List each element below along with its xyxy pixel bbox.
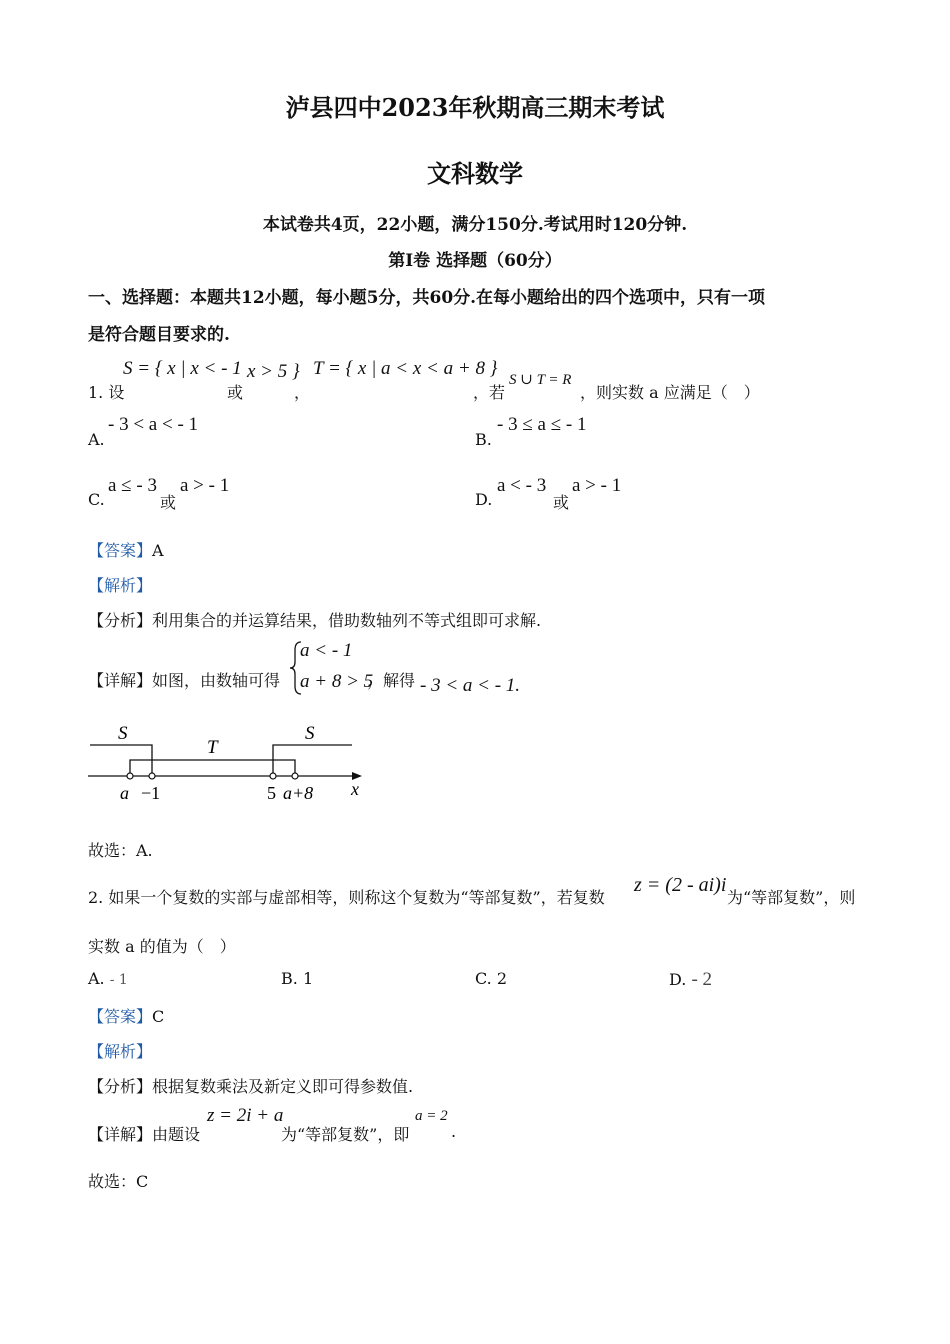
q2-detail-tag: 【详解】	[88, 1125, 153, 1144]
label-s-left: S	[118, 723, 128, 744]
q2-line-1-post: 为“等部复数”，则	[727, 888, 856, 907]
q1-or: 或	[227, 383, 244, 402]
q1-system-line-2: a + 8 > 5	[300, 671, 374, 692]
q2-conclusion: 故选：C	[88, 1172, 149, 1191]
q2-option-a	[88, 969, 128, 988]
q1-option-d-label: D.	[475, 490, 493, 509]
q2-option-b-text: 1	[302, 969, 314, 988]
q2-option-c	[475, 969, 507, 988]
q1-tail: ，则实数 a 应满足（ ）	[580, 383, 760, 402]
q2-option-d	[669, 969, 712, 991]
q2-option-d-label: D.	[669, 970, 687, 989]
q2-fenxi-text: 根据复数乘法及新定义即可得参数值.	[152, 1077, 414, 1096]
q2-answer-value: C	[152, 1007, 165, 1026]
q1-option-c-1: a ≤ - 3	[108, 475, 157, 496]
point-a-plus-8	[292, 773, 298, 779]
q2-option-a-text: - 1	[109, 972, 128, 988]
q2-line-2: 实数 a 的值为（ ）	[88, 937, 236, 956]
q1-comma: ，	[294, 383, 311, 402]
set-t-bracket	[130, 760, 295, 776]
q1-option-c-2: a > - 1	[180, 475, 230, 496]
q1-analysis-tag: 【解析】	[88, 576, 153, 595]
q1-option-d-1: a < - 3	[497, 475, 547, 496]
q2-answer	[88, 1004, 164, 1027]
point-a	[127, 773, 133, 779]
label-t: T	[207, 737, 218, 758]
q2-detail-end: .	[451, 1122, 457, 1141]
instruction-line-2: 是符合题目要求的.	[88, 325, 230, 345]
tick-label-a: a	[120, 783, 129, 803]
q1-option-d-or: 或	[553, 493, 570, 512]
q1-detail-result: - 3 < a < - 1.	[420, 675, 521, 696]
q1-union: S ∪ T = R	[509, 372, 572, 388]
exam-subtitle: 文科数学	[427, 159, 523, 188]
tick-label-5: 5	[267, 783, 276, 803]
exam-info: 本试卷共4页，22小题，满分150分.考试用时120分钟.	[262, 215, 688, 235]
q1-system-line-1: a < - 1	[300, 640, 353, 661]
q2-expression: z = (2 - ai)i	[634, 874, 727, 896]
q2-option-c-text: 2	[496, 969, 508, 988]
exam-title: 泸县四中2023年秋期高三期末考试	[285, 93, 665, 122]
q1-number-line-diagram	[86, 712, 376, 812]
instruction-line-1: 一、选择题：本题共12小题，每小题5分，共60分.在每小题给出的四个选项中，只有一项	[88, 288, 766, 308]
q1-option-a-label: A.	[88, 430, 105, 449]
q2-fenxi-tag: 【分析】	[88, 1077, 153, 1096]
q2-answer-tag: 【答案】	[88, 1007, 153, 1026]
q1-set-t: T = { x | a < x < a + 8 }	[313, 358, 498, 379]
q2-detail-result: a = 2	[415, 1108, 448, 1124]
q2-detail-pre: 由题设	[152, 1125, 201, 1144]
tick-label-a-plus-8: a+8	[283, 783, 314, 803]
q2-analysis-tag: 【解析】	[88, 1042, 153, 1061]
q1-option-c-label: C.	[88, 490, 105, 509]
q2-option-b	[281, 969, 313, 988]
q1-detail-tag: 【详解】	[88, 671, 153, 690]
q2-option-a-label: A.	[88, 969, 105, 988]
q1-option-c-or: 或	[160, 493, 177, 512]
q1-conclusion: 故选：A.	[88, 841, 153, 860]
q2-detail-mid: 为“等部复数”，即	[281, 1125, 410, 1144]
q1-option-b-label: B.	[475, 430, 492, 449]
q1-fenxi	[88, 608, 541, 631]
q1-detail-pre: 如图，由数轴可得	[152, 671, 281, 690]
q2-detail-expression: z = 2i + a	[207, 1105, 284, 1126]
q2-option-c-label: C.	[475, 969, 492, 988]
tick-label-minus-1: −1	[141, 783, 161, 803]
label-s-right: S	[305, 723, 315, 744]
q1-number: 1. 设	[88, 383, 125, 402]
q1-option-b: - 3 ≤ a ≤ - 1	[497, 414, 587, 435]
q1-option-a: - 3 < a < - 1	[108, 414, 199, 435]
q1-option-d-2: a > - 1	[572, 475, 622, 496]
q2-fenxi	[88, 1074, 413, 1097]
axis-label-x: x	[351, 779, 359, 799]
q2-option-b-label: B.	[281, 969, 298, 988]
q2-detail	[88, 1122, 200, 1145]
q1-answer-tag: 【答案】	[88, 541, 153, 560]
q1-fenxi-tag: 【分析】	[88, 611, 153, 630]
q1-detail-mid: ，解得	[367, 671, 416, 690]
q1-detail	[88, 668, 280, 691]
point-minus-1	[149, 773, 155, 779]
q2-line-1-pre: 2. 如果一个复数的实部与虚部相等，则称这个复数为“等部复数”，若复数	[88, 888, 605, 907]
q1-answer-value: A	[152, 541, 164, 560]
q1-fenxi-text: 利用集合的并运算结果，借助数轴列不等式组即可求解.	[152, 611, 542, 630]
q1-set-s: S = { x | x < - 1	[123, 358, 242, 379]
point-5	[270, 773, 276, 779]
section-heading: 第I卷 选择题（60分）	[388, 251, 562, 271]
q1-answer	[88, 538, 164, 561]
q1-x-gt-5: x > 5 }	[247, 361, 300, 382]
q2-option-d-text: - 2	[691, 969, 713, 990]
q1-ruo: ，若	[473, 383, 506, 402]
